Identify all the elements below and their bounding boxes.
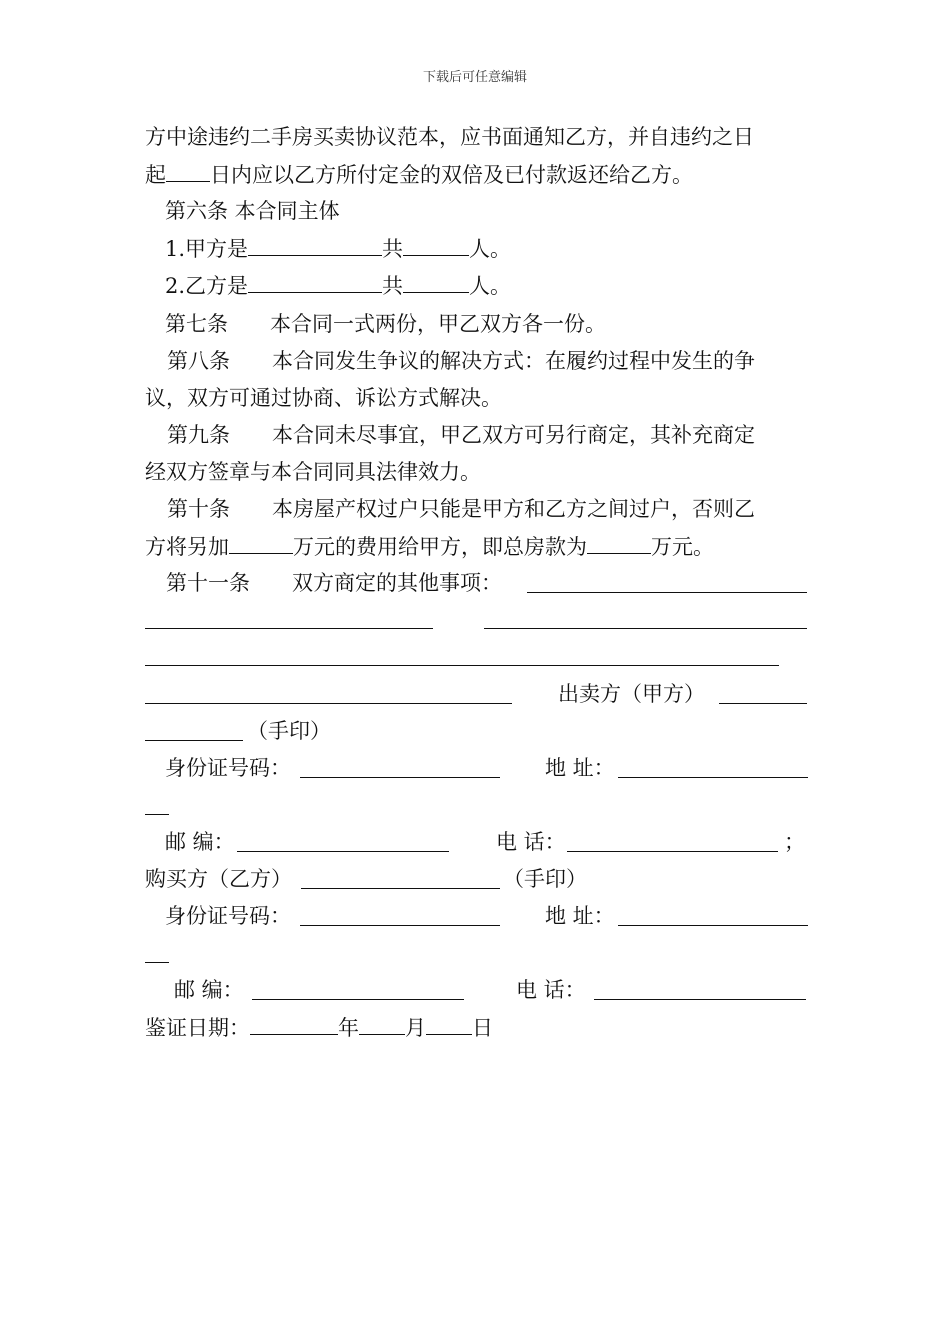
blank-rule (567, 851, 778, 852)
paragraph-line: 起 日内应以乙方所付定金的双倍及已付款返还给乙方。 (145, 159, 810, 189)
paragraph-line: 方将另加 万元的费用给甲方，即总房款为 万元。 (145, 531, 810, 561)
semicolon: ； (784, 830, 805, 854)
buyer-label: 购买方（乙方） (145, 867, 292, 891)
blank-field (248, 270, 382, 293)
postcode-label: 邮 编： (174, 978, 244, 1002)
blank-rule (145, 740, 243, 741)
blank-rule (618, 925, 808, 926)
id-number-label: 身份证号码： (165, 904, 291, 928)
article-7: 第七条 本合同一式两份，甲乙双方各一份。 (165, 312, 606, 336)
handprint-label: （手印） (247, 719, 331, 743)
article-10: 第十条 本房屋产权过户只能是甲方和乙方之间过户，否则乙 (167, 497, 755, 521)
blank-field (403, 270, 469, 293)
blank-rule (145, 703, 512, 704)
handprint-label: （手印） (503, 867, 587, 891)
postcode-label: 邮 编： (165, 830, 235, 854)
address-label: 地 址： (545, 756, 615, 780)
blank-rule (300, 925, 500, 926)
article-heading: 第六条 本合同主体 (165, 199, 340, 223)
blank-rule (527, 592, 807, 593)
certification-date: 鉴证日期： 年 月 日 (145, 1012, 810, 1042)
blank-field (248, 233, 382, 256)
blank-rule (301, 888, 500, 889)
party-b-line: 2.乙方是 共 人。 (165, 270, 830, 300)
paragraph-line: 方中途违约二手房买卖协议范本，应书面通知乙方，并自违约之日 (145, 125, 754, 149)
blank-rule (719, 703, 807, 704)
article-11: 第十一条 双方商定的其他事项： (166, 571, 502, 595)
phone-label: 电 话： (496, 830, 566, 854)
id-number-label: 身份证号码： (165, 756, 291, 780)
blank-rule (145, 665, 779, 666)
blank-field (359, 1012, 405, 1035)
blank-rule (484, 628, 807, 629)
blank-rule (145, 628, 433, 629)
blank-rule (145, 814, 169, 815)
blank-rule (594, 999, 806, 1000)
blank-rule (145, 962, 169, 963)
blank-field (587, 531, 651, 554)
seller-label: 出卖方（甲方） (558, 682, 705, 706)
article-8: 第八条 本合同发生争议的解决方式：在履约过程中发生的争 (167, 349, 755, 373)
blank-field (229, 531, 293, 554)
paragraph-line: 经双方签章与本合同同具法律效力。 (145, 460, 481, 484)
blank-rule (237, 851, 449, 852)
blank-field (403, 233, 469, 256)
page-header: 下载后可任意编辑 (422, 70, 527, 85)
blank-field (166, 159, 210, 182)
blank-field (426, 1012, 472, 1035)
blank-rule (618, 777, 808, 778)
party-a-line: 1.甲方是 共 人。 (165, 233, 830, 263)
article-9: 第九条 本合同未尽事宜，甲乙双方可另行商定，其补充商定 (167, 423, 755, 447)
paragraph-line: 议，双方可通过协商、诉讼方式解决。 (145, 386, 502, 410)
blank-rule (300, 777, 500, 778)
address-label: 地 址： (545, 904, 615, 928)
blank-field (250, 1012, 338, 1035)
phone-label: 电 话： (516, 978, 586, 1002)
blank-rule (252, 999, 464, 1000)
